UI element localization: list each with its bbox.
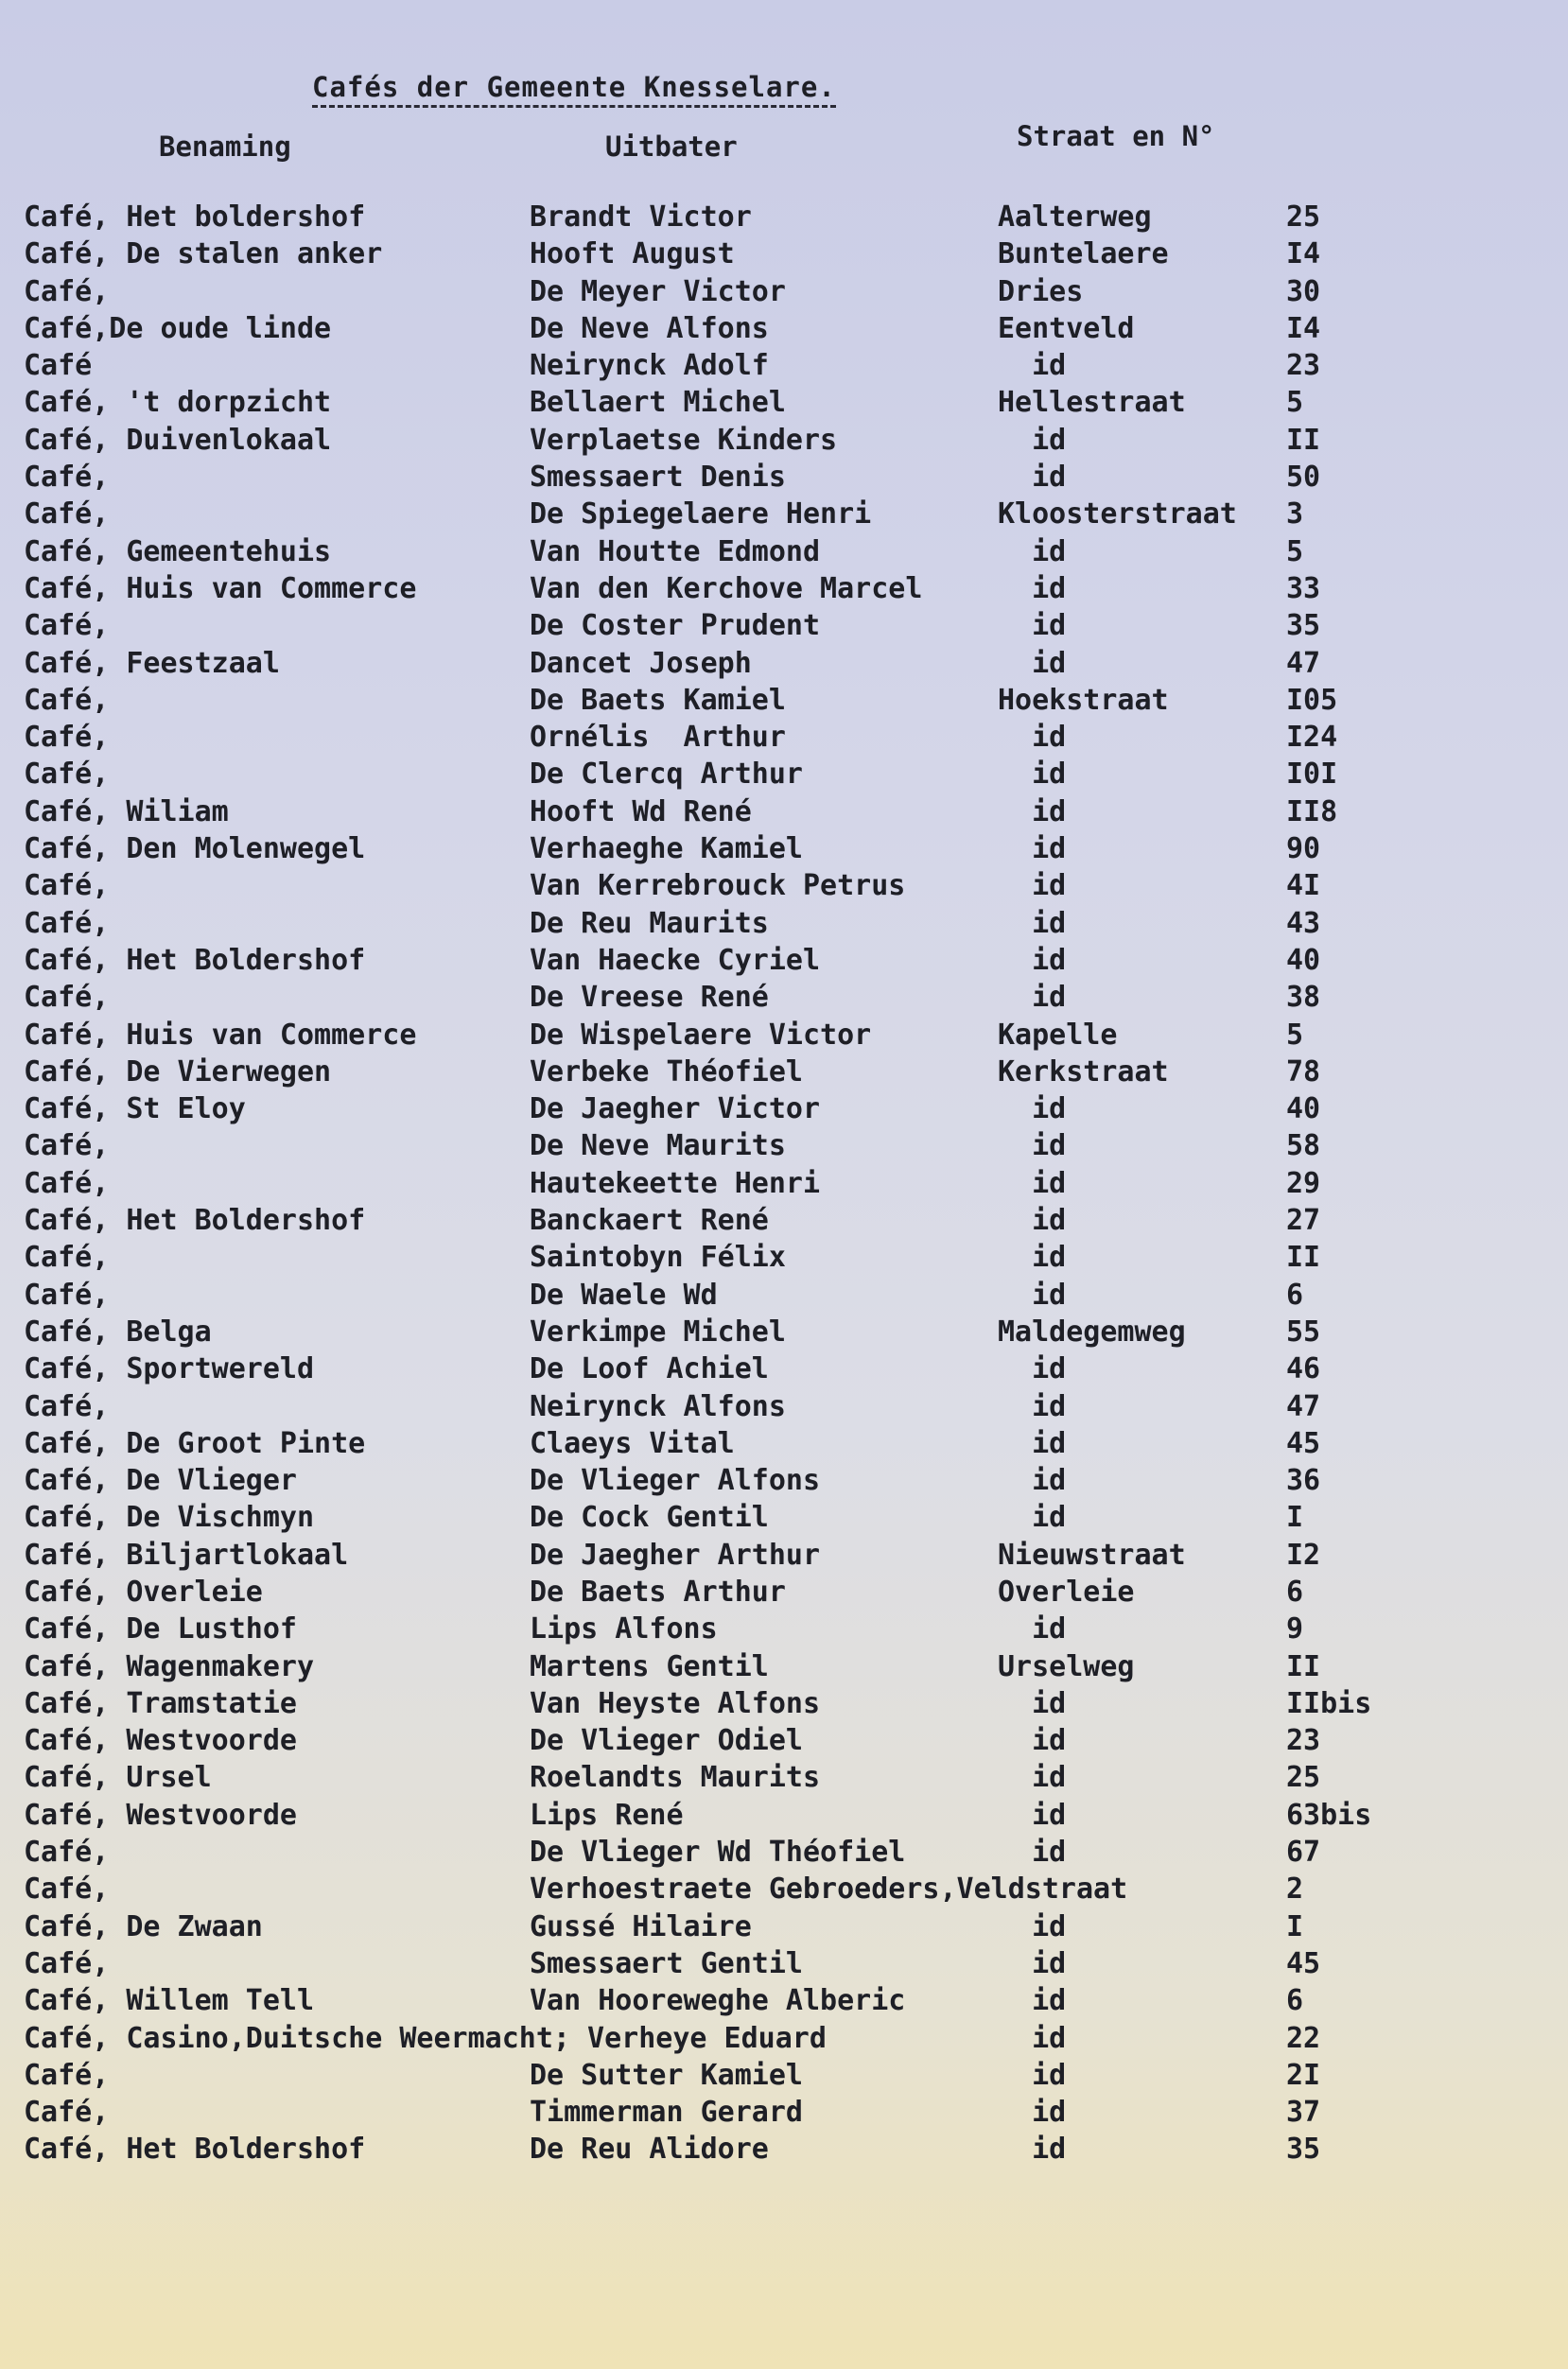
street-name: id	[998, 869, 1067, 903]
street-name: Urselweg	[998, 1649, 1135, 1683]
table-row	[0, 312, 1568, 349]
cafe-name: Café,	[24, 1946, 110, 1980]
house-number: 35	[1286, 2133, 1321, 2167]
house-number: II	[1286, 423, 1321, 457]
table-row	[0, 907, 1568, 944]
house-number: 6	[1286, 1278, 1304, 1312]
table-row	[0, 1799, 1568, 1836]
table-row	[0, 424, 1568, 461]
document-title: Cafés der Gemeente Knesselare.	[312, 71, 836, 108]
street-name: id	[998, 1092, 1067, 1126]
table-row	[0, 572, 1568, 609]
house-number: 4I	[1286, 869, 1321, 903]
operator-name: Van Haecke Cyriel	[530, 943, 821, 977]
header-uitbater: Uitbater	[605, 131, 738, 163]
cafe-name: Café,	[24, 1241, 110, 1275]
cafe-name: Café, Het boldershof	[24, 200, 366, 234]
cafe-name: Café, Huis van Commerce	[24, 1018, 417, 1052]
street-name: Kapelle	[998, 1018, 1118, 1052]
house-number: I	[1286, 1909, 1304, 1943]
cafe-name: Café, De Vischmyn	[24, 1501, 315, 1535]
cafe-name: Café, 't dorpzicht	[24, 386, 332, 420]
house-number: I0I	[1286, 758, 1338, 792]
cafe-name: Café,	[24, 758, 110, 792]
operator-name: De Neve Alfons	[530, 311, 769, 345]
house-number: 22	[1286, 2021, 1321, 2055]
cafe-name: Café,	[24, 1278, 110, 1312]
cafe-name: Café, Tramstatie	[24, 1686, 297, 1720]
table-row	[0, 647, 1568, 684]
table-row	[0, 1390, 1568, 1427]
street-name: id	[998, 1798, 1067, 1832]
street-name: id	[998, 1352, 1067, 1386]
operator-name: Brandt Victor	[530, 200, 752, 234]
street-name: Aalterweg	[998, 200, 1152, 234]
house-number: II	[1286, 1241, 1321, 1275]
operator-name: De Cock Gentil	[530, 1501, 769, 1535]
operator-name: Smessaert Denis	[530, 461, 786, 495]
table-row	[0, 1910, 1568, 1947]
street-name: Hoekstraat	[998, 683, 1169, 717]
street-name: Buntelaere	[998, 237, 1169, 271]
operator-name: Timmerman Gerard	[530, 2096, 803, 2130]
street-name: id	[998, 1389, 1067, 1423]
house-number: 23	[1286, 1724, 1321, 1758]
operator-name: Dancet Joseph	[530, 646, 752, 680]
operator-name: De Vlieger Odiel	[530, 1724, 803, 1758]
cafe-name: Café,	[24, 609, 110, 643]
table-row	[0, 386, 1568, 423]
house-number: 9	[1286, 1612, 1304, 1646]
cafe-name: Café, Gemeentehuis	[24, 534, 332, 568]
cafe-name: Café,	[24, 2058, 110, 2092]
operator-name: De Neve Maurits	[530, 1129, 786, 1163]
house-number: I	[1286, 1501, 1304, 1535]
table-row	[0, 1576, 1568, 1612]
cafe-name: Café, Het Boldershof	[24, 2133, 366, 2167]
house-number: 5	[1286, 386, 1304, 420]
street-name: id	[998, 1501, 1067, 1535]
operator-name: De Jaegher Arthur	[530, 1538, 821, 1572]
operator-name: Lips René	[530, 1798, 684, 1832]
table-row	[0, 1947, 1568, 1984]
table-row	[0, 1204, 1568, 1241]
operator-name: Bellaert Michel	[530, 386, 786, 420]
house-number: 30	[1286, 274, 1321, 308]
cafe-name: Café, Ursel	[24, 1761, 212, 1795]
house-number: 5	[1286, 534, 1304, 568]
street-name: Kloosterstraat	[998, 497, 1237, 531]
house-number: 33	[1286, 571, 1321, 605]
house-number: 67	[1286, 1836, 1321, 1870]
house-number: 58	[1286, 1129, 1321, 1163]
table-row	[0, 795, 1568, 832]
operator-name: De Spiegelaere Henri	[530, 497, 872, 531]
street-name: id	[998, 1612, 1067, 1646]
cafe-name: Café, Biljartlokaal	[24, 1538, 349, 1572]
cafe-name: Café, Overleie	[24, 1575, 263, 1609]
operator-name: De Waele Wd	[530, 1278, 718, 1312]
operator-name: De Reu Alidore	[530, 2133, 769, 2167]
operator-name: De Baets Kamiel	[530, 683, 786, 717]
table-row	[0, 1836, 1568, 1873]
table-row	[0, 869, 1568, 906]
house-number: I4	[1286, 237, 1321, 271]
cafe-name: Café,	[24, 906, 110, 940]
house-number: 6	[1286, 1575, 1304, 1609]
table-row	[0, 1687, 1568, 1724]
operator-name: Verplaetse Kinders	[530, 423, 838, 457]
cafe-name: Café, Wiliam	[24, 794, 229, 828]
operator-name: De Clercq Arthur	[530, 758, 803, 792]
cafe-name: Café, De Lusthof	[24, 1612, 297, 1646]
street-name: id	[998, 1909, 1067, 1943]
house-number: 23	[1286, 349, 1321, 383]
table-row	[0, 1241, 1568, 1278]
operator-name: De Coster Prudent	[530, 609, 821, 643]
operator-name: Hautekeette Henri	[530, 1166, 821, 1200]
cafe-name: Café	[24, 349, 93, 383]
street-name: id	[998, 906, 1067, 940]
table-row	[0, 1724, 1568, 1761]
cafe-name: Café,	[24, 497, 110, 531]
street-name: Eentveld	[998, 311, 1135, 345]
table-row	[0, 1501, 1568, 1538]
table-row	[0, 1279, 1568, 1315]
table-row	[0, 1055, 1568, 1092]
cafe-name: Café, Sportwereld	[24, 1352, 315, 1386]
cafe-name: Café, Het Boldershof	[24, 943, 366, 977]
table-row	[0, 981, 1568, 1018]
operator-name: Neirynck Adolf	[530, 349, 769, 383]
table-row	[0, 758, 1568, 794]
table-row	[0, 1984, 1568, 2021]
table-row	[0, 2022, 1568, 2059]
table-row	[0, 1019, 1568, 1055]
house-number: 50	[1286, 461, 1321, 495]
street-name: Hellestraat	[998, 386, 1186, 420]
table-row	[0, 2059, 1568, 2096]
house-number: 40	[1286, 943, 1321, 977]
cafe-name: Café,	[24, 1389, 110, 1423]
street-name: id	[998, 646, 1067, 680]
table-row	[0, 1352, 1568, 1389]
house-number: 35	[1286, 609, 1321, 643]
operator-name: Lips Alfons	[530, 1612, 718, 1646]
cafe-name: Café, Willem Tell	[24, 1984, 315, 2018]
operator-name: Claeys Vital	[530, 1426, 735, 1460]
cafe-name: Café, Huis van Commerce	[24, 571, 417, 605]
house-number: I2	[1286, 1538, 1321, 1572]
street-name: id	[998, 1241, 1067, 1275]
cafe-name: Café, Westvoorde	[24, 1798, 297, 1832]
table-row	[0, 2096, 1568, 2133]
cafe-name: Café, De Vierwegen	[24, 1054, 332, 1089]
house-number: I4	[1286, 311, 1321, 345]
operator-name: Banckaert René	[530, 1204, 769, 1238]
cafe-name: Café, De stalen anker	[24, 237, 383, 271]
cafe-list	[0, 200, 1568, 2170]
street-name: id	[998, 2096, 1067, 2130]
cafe-name: Café,	[24, 981, 110, 1015]
cafe-name: Café, De Zwaan	[24, 1909, 263, 1943]
house-number: 36	[1286, 1464, 1321, 1498]
street-name: id	[998, 943, 1067, 977]
operator-name: Hooft August	[530, 237, 735, 271]
house-number: 63bis	[1286, 1798, 1372, 1832]
street-name: id	[998, 349, 1067, 383]
cafe-name: Café, Feestzaal	[24, 646, 280, 680]
street-name: id	[998, 1464, 1067, 1498]
operator-name: Gussé Hilaire	[530, 1909, 752, 1943]
house-number: 6	[1286, 1984, 1304, 2018]
table-row	[0, 1129, 1568, 1166]
operator-name: Ornélis Arthur	[530, 721, 786, 755]
house-number: 5	[1286, 1018, 1304, 1052]
street-name: id	[998, 1278, 1067, 1312]
cafe-name: Café, De Groot Pinte	[24, 1426, 366, 1460]
street-name: id	[998, 423, 1067, 457]
table-row	[0, 832, 1568, 869]
street-name: Overleie	[998, 1575, 1135, 1609]
cafe-name: Café, Wagenmakery	[24, 1649, 315, 1683]
cafe-name: Café, Het Boldershof	[24, 1204, 366, 1238]
operator-name: De Meyer Victor	[530, 274, 786, 308]
street-name: id	[998, 2133, 1067, 2167]
house-number: I24	[1286, 721, 1338, 755]
house-number: 27	[1286, 1204, 1321, 1238]
street-name: id	[998, 461, 1067, 495]
table-row	[0, 535, 1568, 572]
street-name: id	[998, 1426, 1067, 1460]
house-number: 47	[1286, 646, 1321, 680]
street-name: Kerkstraat	[998, 1054, 1169, 1089]
cafe-name: Café,	[24, 721, 110, 755]
street-name: id	[998, 1761, 1067, 1795]
cafe-name: Café,	[24, 2096, 110, 2130]
street-name: id	[998, 758, 1067, 792]
operator-name: De Loof Achiel	[530, 1352, 769, 1386]
operator-name: Van Houtte Edmond	[530, 534, 821, 568]
operator-name: De Sutter Kamiel	[530, 2058, 803, 2092]
street-name: id	[998, 1946, 1067, 1980]
table-row	[0, 1464, 1568, 1501]
table-row	[0, 1873, 1568, 1909]
cafe-name: Café,	[24, 274, 110, 308]
street-name: id	[998, 721, 1067, 755]
cafe-name: Café, De Vlieger	[24, 1464, 297, 1498]
table-row	[0, 275, 1568, 312]
table-row	[0, 721, 1568, 758]
house-number: IIbis	[1286, 1686, 1372, 1720]
table-row	[0, 1612, 1568, 1649]
house-number: 2I	[1286, 2058, 1321, 2092]
cafe-name: Café,	[24, 1129, 110, 1163]
cafe-name: Café,	[24, 1873, 110, 1907]
table-row	[0, 1650, 1568, 1687]
house-number: 55	[1286, 1315, 1321, 1349]
operator-name: Saintobyn Félix	[530, 1241, 786, 1275]
operator-name: Verkimpe Michel	[530, 1315, 786, 1349]
house-number: 29	[1286, 1166, 1321, 1200]
operator-name: Van den Kerchove Marcel	[530, 571, 923, 605]
cafe-name: Café,	[24, 683, 110, 717]
operator-name: De Wispelaere Victor	[530, 1018, 872, 1052]
street-name: id	[998, 609, 1067, 643]
operator-name: Neirynck Alfons	[530, 1389, 786, 1423]
cafe-name: Café, Duivenlokaal	[24, 423, 332, 457]
table-row	[0, 1092, 1568, 1129]
table-row	[0, 461, 1568, 497]
street-name: id	[998, 534, 1067, 568]
house-number: I05	[1286, 683, 1338, 717]
house-number: 25	[1286, 1761, 1321, 1795]
street-name: id	[998, 2058, 1067, 2092]
cafe-name: Café, St Eloy	[24, 1092, 246, 1126]
street-name: id	[998, 571, 1067, 605]
cafe-name: Café, Casino,Duitsche Weermacht; Verheye Eduard	[24, 2021, 827, 2055]
operator-name: Roelandts Maurits	[530, 1761, 821, 1795]
house-number: 3	[1286, 497, 1304, 531]
house-number: 2	[1286, 1873, 1304, 1907]
operator-name: Verhoestraete Gebroeders,Veldstraat	[530, 1873, 1128, 1907]
table-row	[0, 1539, 1568, 1576]
house-number: 78	[1286, 1054, 1321, 1089]
table-row	[0, 1427, 1568, 1464]
house-number: 90	[1286, 832, 1321, 866]
operator-name: Martens Gentil	[530, 1649, 769, 1683]
operator-name: Verbeke Théofiel	[530, 1054, 803, 1089]
operator-name: Hooft Wd René	[530, 794, 752, 828]
operator-name: Van Heyste Alfons	[530, 1686, 821, 1720]
table-row	[0, 2133, 1568, 2169]
operator-name: De Vreese René	[530, 981, 769, 1015]
street-name: id	[998, 981, 1067, 1015]
street-name: id	[998, 1984, 1067, 2018]
operator-name: De Vlieger Alfons	[530, 1464, 821, 1498]
street-name: id	[998, 1129, 1067, 1163]
operator-name: Van Kerrebrouck Petrus	[530, 869, 906, 903]
operator-name: De Vlieger Wd Théofiel	[530, 1836, 906, 1870]
street-name: id	[998, 1204, 1067, 1238]
cafe-name: Café, Belga	[24, 1315, 212, 1349]
table-row	[0, 1761, 1568, 1798]
street-name: Dries	[998, 274, 1084, 308]
house-number: 47	[1286, 1389, 1321, 1423]
operator-name: De Jaegher Victor	[530, 1092, 821, 1126]
table-row	[0, 349, 1568, 386]
operator-name: Verhaeghe Kamiel	[530, 832, 803, 866]
table-row	[0, 684, 1568, 721]
table-row	[0, 497, 1568, 534]
street-name: id	[998, 1686, 1067, 1720]
cafe-name: Café, Den Molenwegel	[24, 832, 366, 866]
header-benaming: Benaming	[159, 131, 291, 163]
cafe-name: Café,	[24, 461, 110, 495]
cafe-name: Café,	[24, 1166, 110, 1200]
table-row	[0, 609, 1568, 646]
house-number: II8	[1286, 794, 1338, 828]
street-name: id	[998, 1724, 1067, 1758]
street-name: id	[998, 1166, 1067, 1200]
cafe-name: Café, Westvoorde	[24, 1724, 297, 1758]
table-row	[0, 200, 1568, 237]
house-number: 45	[1286, 1946, 1321, 1980]
header-straat: Straat en N°	[1017, 120, 1215, 152]
street-name: id	[998, 1836, 1067, 1870]
operator-name: Van Hooreweghe Alberic	[530, 1984, 906, 2018]
street-name: id	[998, 832, 1067, 866]
table-row	[0, 944, 1568, 981]
operator-name: De Baets Arthur	[530, 1575, 786, 1609]
operator-name: Smessaert Gentil	[530, 1946, 803, 1980]
house-number: 37	[1286, 2096, 1321, 2130]
table-row	[0, 1315, 1568, 1352]
cafe-name: Café,De oude linde	[24, 311, 332, 345]
street-name: id	[998, 2021, 1067, 2055]
house-number: 46	[1286, 1352, 1321, 1386]
house-number: 43	[1286, 906, 1321, 940]
house-number: 38	[1286, 981, 1321, 1015]
house-number: 25	[1286, 200, 1321, 234]
street-name: id	[998, 794, 1067, 828]
table-row	[0, 237, 1568, 274]
street-name: Maldegemweg	[998, 1315, 1186, 1349]
house-number: 40	[1286, 1092, 1321, 1126]
operator-name: De Reu Maurits	[530, 906, 769, 940]
house-number: 45	[1286, 1426, 1321, 1460]
table-row	[0, 1167, 1568, 1204]
cafe-name: Café,	[24, 869, 110, 903]
street-name: Nieuwstraat	[998, 1538, 1186, 1572]
cafe-name: Café,	[24, 1836, 110, 1870]
house-number: II	[1286, 1649, 1321, 1683]
